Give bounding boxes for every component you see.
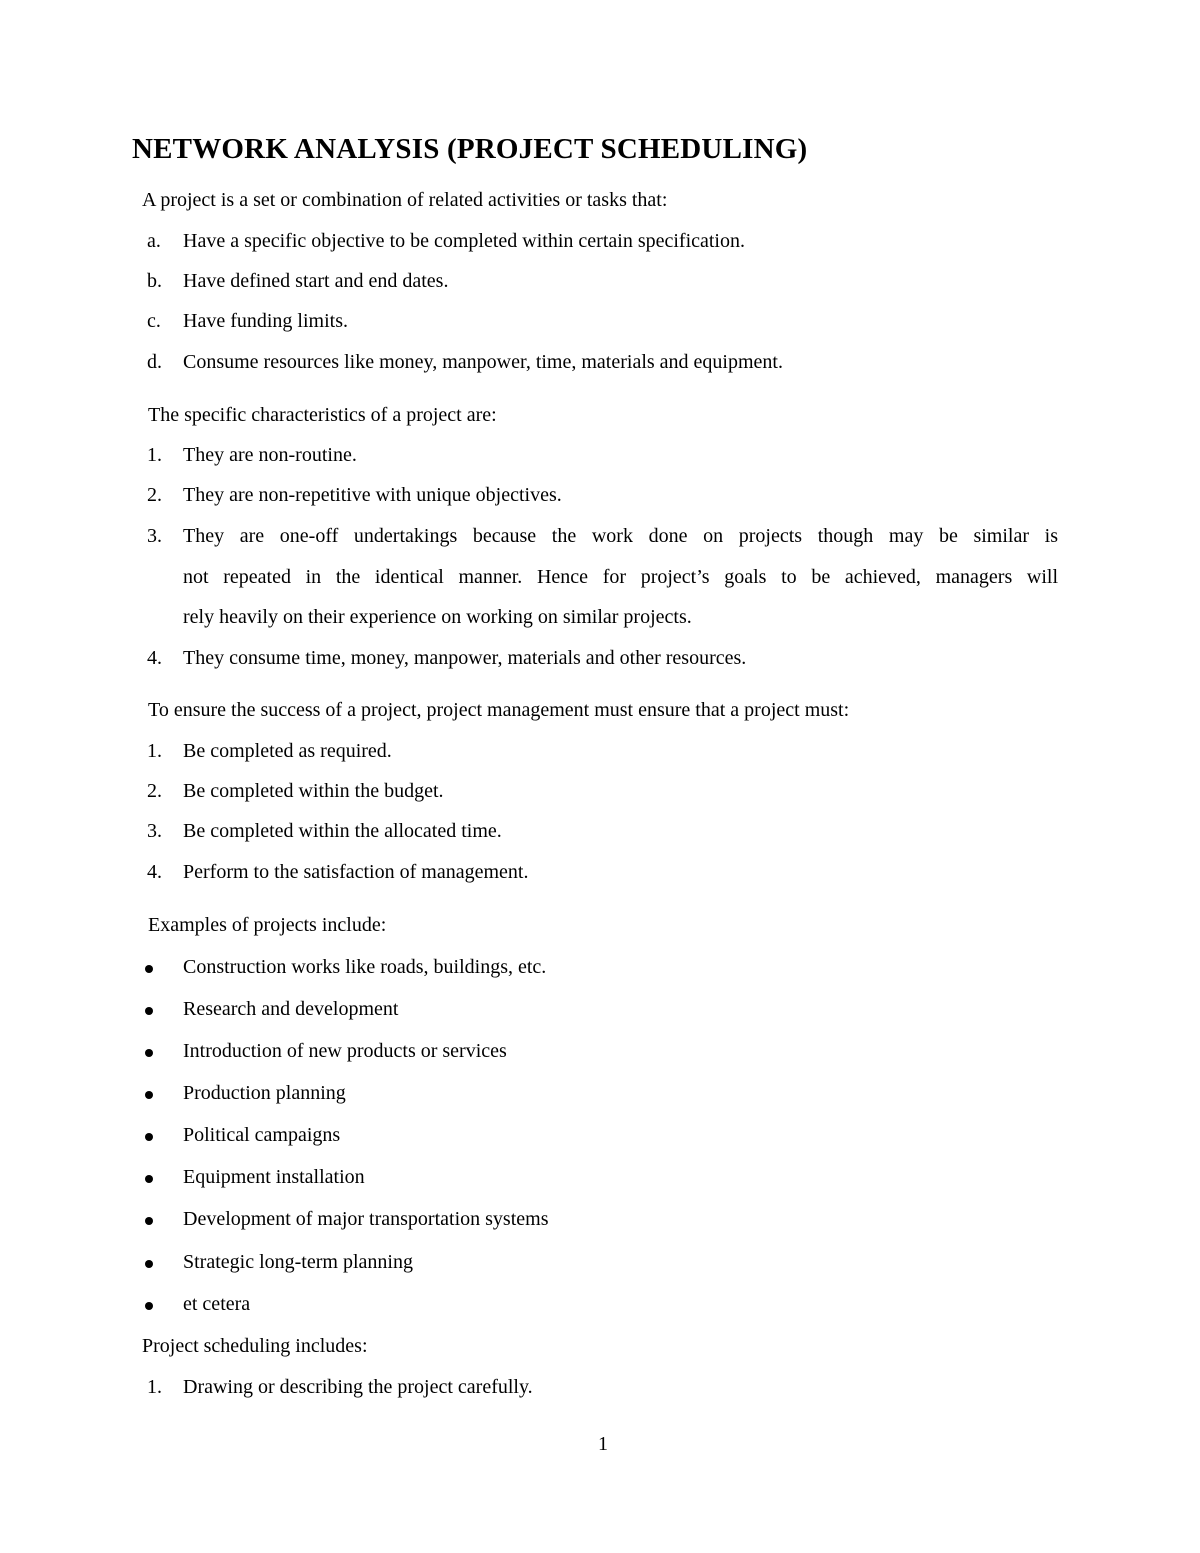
list-marker: b. (147, 270, 162, 292)
bullet-item-text: Construction works like roads, buildings, etc. (183, 956, 547, 978)
list-marker: 1. (147, 1376, 162, 1398)
list-item-text-line: not repeated in the identical manner. Hence for project’s goals to be achieved, managers will (183, 566, 1058, 588)
list-marker: 4. (147, 861, 162, 883)
list-item-text: They are non-repetitive with unique objectives. (183, 484, 562, 506)
bullet-icon (145, 1302, 153, 1310)
list-item-text: Be completed within the budget. (183, 780, 444, 802)
list-marker: a. (147, 230, 161, 252)
bullet-item-text: Development of major transportation systems (183, 1208, 549, 1230)
list-item-text: Have funding limits. (183, 310, 348, 332)
list-item-text: Have defined start and end dates. (183, 270, 449, 292)
page-title: NETWORK ANALYSIS (PROJECT SCHEDULING) (132, 133, 808, 165)
list-item-text: Perform to the satisfaction of management. (183, 861, 529, 883)
list-item-text-line: rely heavily on their experience on working on similar projects. (183, 606, 692, 628)
list-marker: 4. (147, 647, 162, 669)
bullet-item-text: Research and development (183, 998, 399, 1020)
list-marker: 3. (147, 820, 162, 842)
list-item-text: Have a specific objective to be completed within certain specification. (183, 230, 745, 252)
characteristics-intro: The specific characteristics of a project are: (148, 404, 497, 426)
list-item-text: Be completed as required. (183, 740, 392, 762)
list-marker: d. (147, 351, 162, 373)
list-item-text-line: They are one-off undertakings because the work done on projects though may be similar is (183, 525, 1058, 547)
list-item-text: Consume resources like money, manpower, time, materials and equipment. (183, 351, 783, 373)
bullet-icon (145, 1049, 153, 1057)
bullet-item-text: Production planning (183, 1082, 346, 1104)
list-marker: 1. (147, 740, 162, 762)
bullet-icon (145, 1217, 153, 1225)
bullet-icon (145, 1260, 153, 1268)
examples-intro: Examples of projects include: (148, 914, 387, 936)
bullet-item-text: Introduction of new products or services (183, 1040, 507, 1062)
list-item-text: Be completed within the allocated time. (183, 820, 502, 842)
scheduling-intro: Project scheduling includes: (142, 1335, 368, 1357)
bullet-icon (145, 1133, 153, 1141)
list-item-text: They are non-routine. (183, 444, 357, 466)
bullet-icon (145, 1007, 153, 1015)
list-item-text: Drawing or describing the project carefully. (183, 1376, 533, 1398)
bullet-icon (145, 1175, 153, 1183)
list-item-text: They consume time, money, manpower, materials and other resources. (183, 647, 747, 669)
list-marker: 1. (147, 444, 162, 466)
bullet-item-text: et cetera (183, 1293, 251, 1315)
intro-paragraph: A project is a set or combination of related activities or tasks that: (142, 189, 668, 211)
bullet-icon (145, 965, 153, 973)
bullet-item-text: Equipment installation (183, 1166, 365, 1188)
list-marker: c. (147, 310, 161, 332)
bullet-item-text: Political campaigns (183, 1124, 341, 1146)
page-number: 1 (598, 1433, 608, 1455)
bullet-item-text: Strategic long-term planning (183, 1251, 413, 1273)
list-marker: 2. (147, 484, 162, 506)
bullet-icon (145, 1091, 153, 1099)
success-intro: To ensure the success of a project, project management must ensure that a project must: (148, 699, 850, 721)
list-marker: 2. (147, 780, 162, 802)
list-marker: 3. (147, 525, 162, 547)
